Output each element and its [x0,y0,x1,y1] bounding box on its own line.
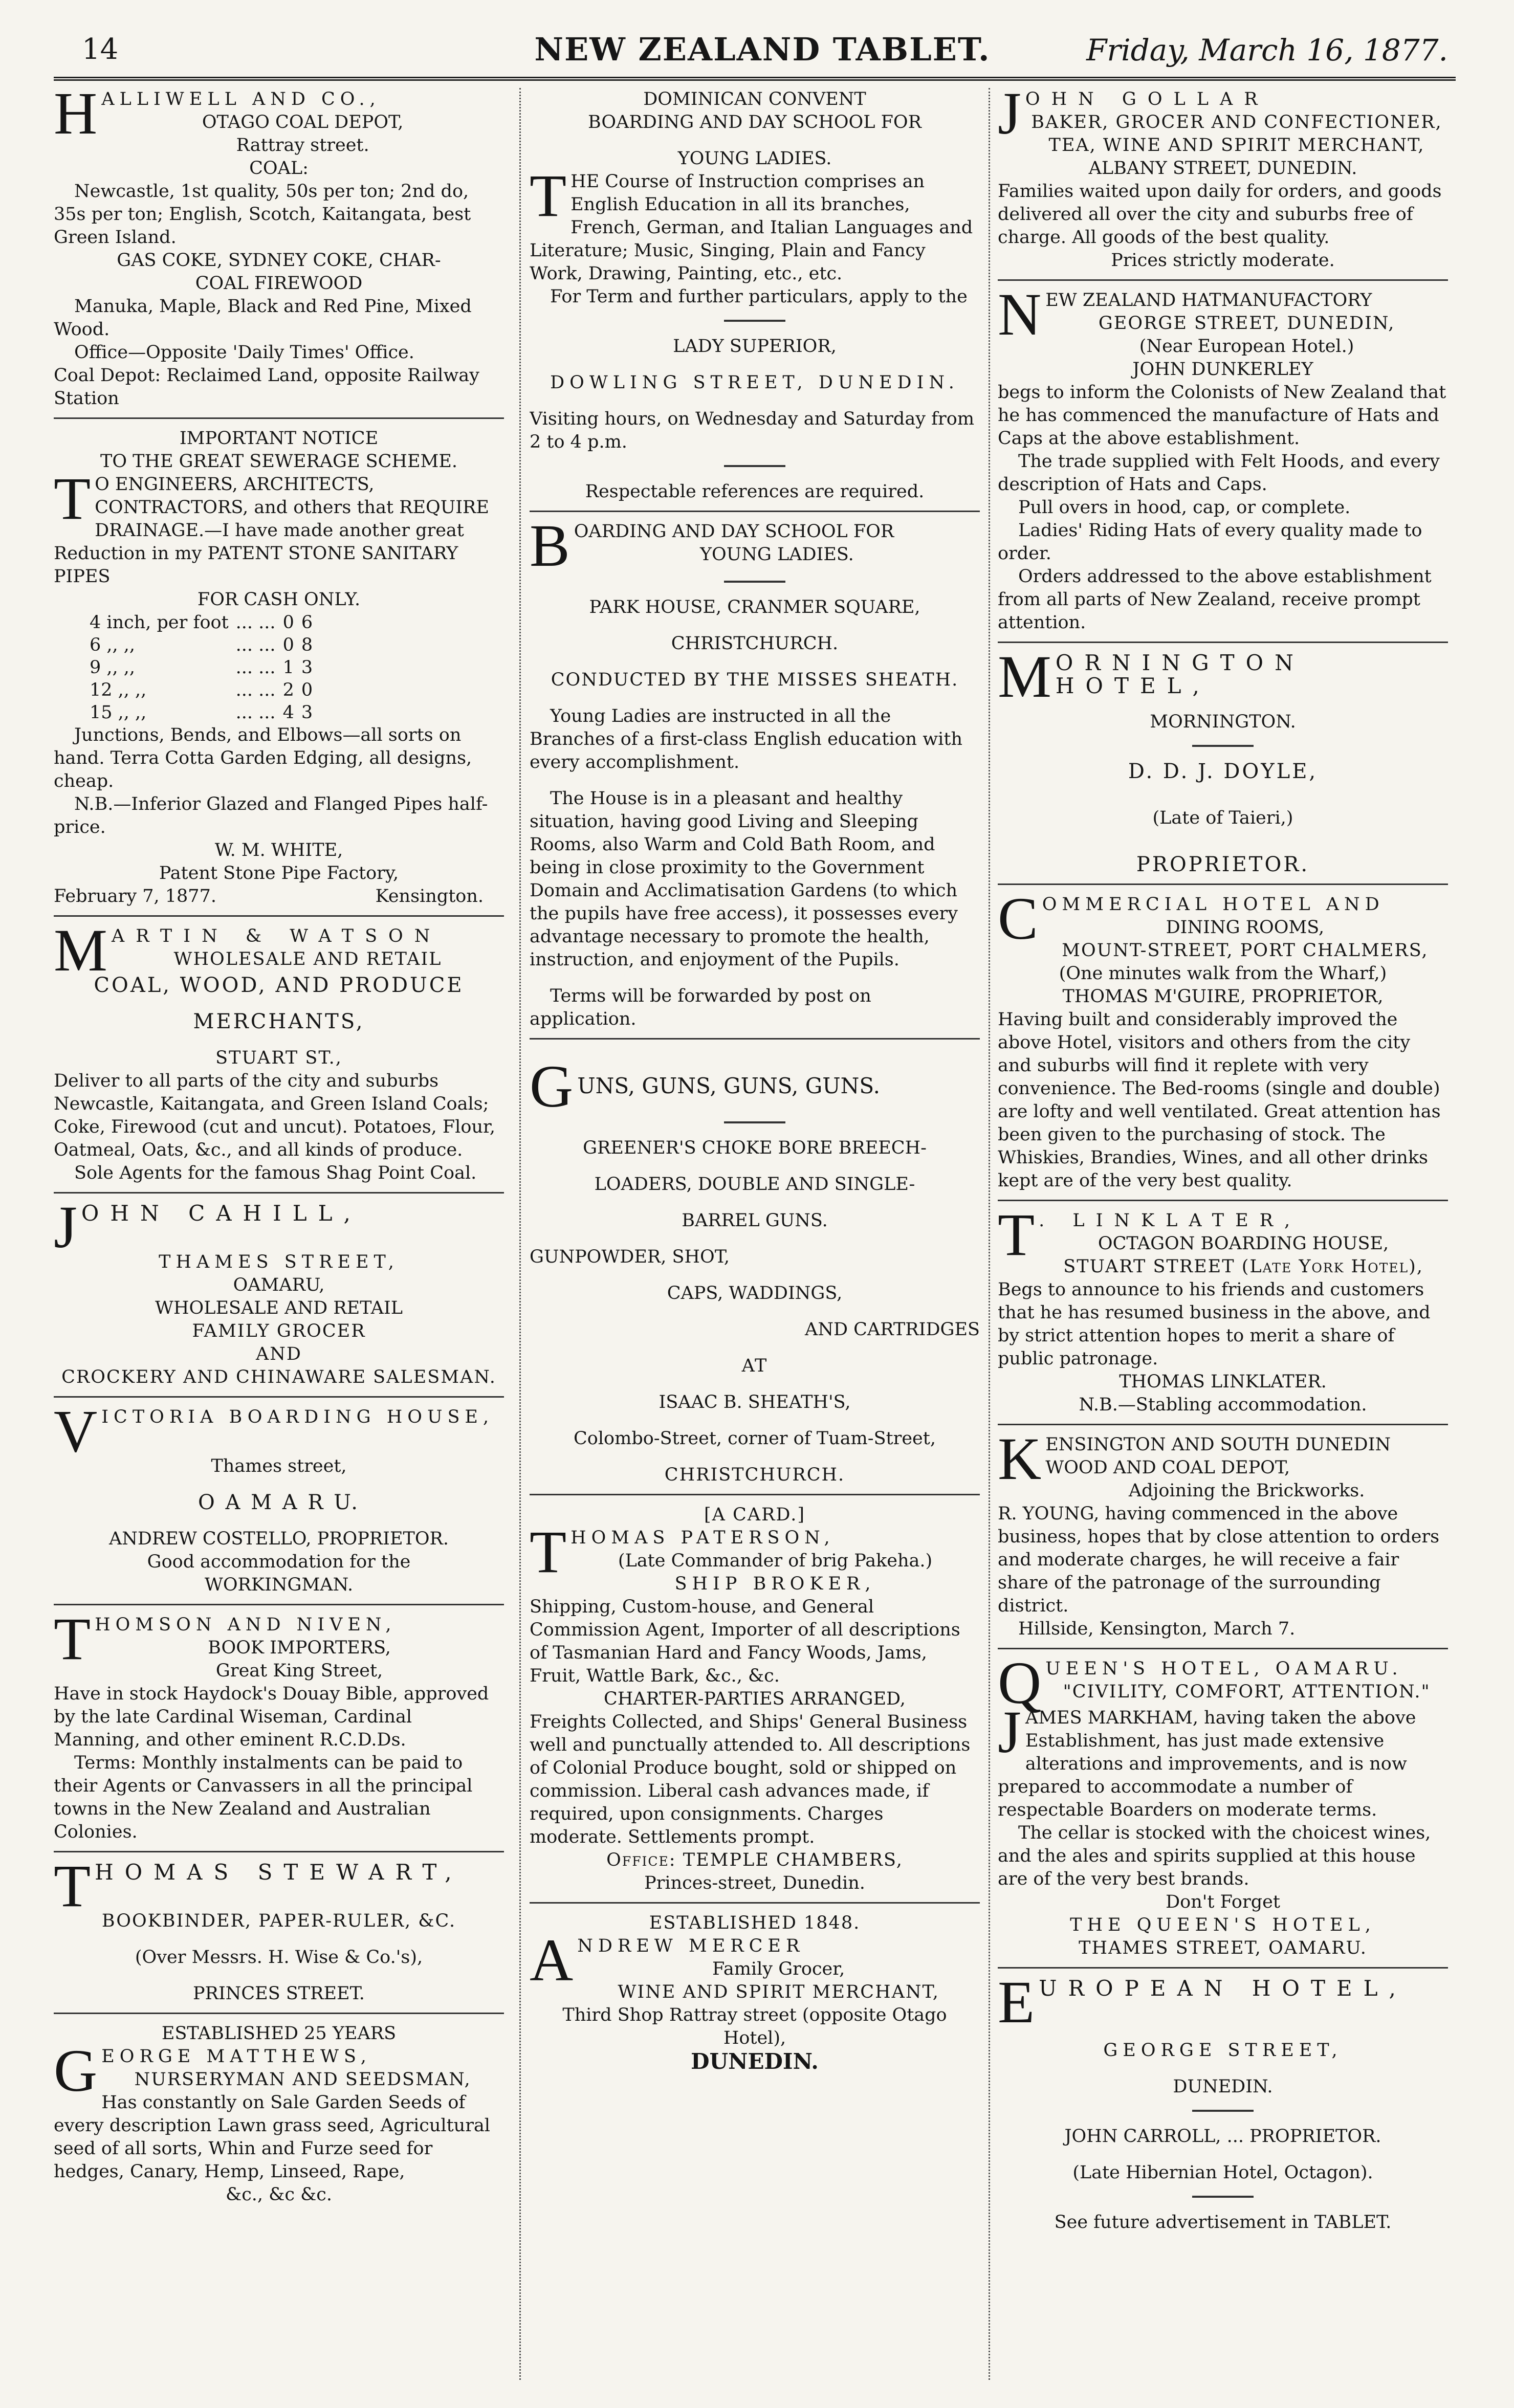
ad-heading: ALLIWELL AND CO., [101,89,381,109]
ad-line: COAL, WOOD, AND PRODUCE [94,974,464,997]
ad-commercial-hotel [998,885,1448,1192]
ad-line: Family Grocer, [712,1959,845,1979]
spacer [530,1196,980,1209]
ad-line: YOUNG LADIES. [699,544,854,565]
divider [54,2013,504,2014]
ad-matthews [54,2022,504,2206]
divider [54,1396,504,1398]
ad-line: DOMINICAN CONVENT [643,89,866,109]
ad-body: Families waited upon daily for orders, and goods delivered all over the city and suburbs free of charge. All goods of the best quality. [998,181,1442,248]
ad-line: Great King Street, [215,1661,383,1681]
ad-signature: W. M. WHITE, [214,840,343,860]
ad-body: The trade supplied with Felt Hoods, and every description of Hats and Caps. [998,451,1440,495]
price-size: 4 inch, per foot [90,612,229,633]
price-pence: 0 [301,680,313,700]
ad-line: TEA, WINE AND SPIRIT MERCHANT, [1048,135,1425,156]
price-dots: ... ... [235,657,276,678]
newspaper-title: NEW ZEALAND TABLET. [534,31,991,68]
price-dots: ... ... [235,635,276,655]
ad-line: TO THE GREAT SEWERAGE SCHEME. [100,451,458,472]
ad-line: Prices strictly moderate. [1111,250,1335,271]
price-dots: ... ... [235,702,276,723]
divider [54,1851,504,1852]
ad-line: BOOK IMPORTERS, [208,1638,391,1658]
spacer [530,619,980,632]
ad-body: Newcastle, 1st quality, 50s per ton; 2nd do, 35s per ton; English, Scotch, Kaitangata, best Green Island. [54,181,471,248]
ad-line: BOARDING AND DAY SCHOOL FOR [588,112,921,132]
ad-line: THOMAS M'GUIRE, PROPRIETOR, [1062,986,1384,1007]
ad-body: Freights Collected, and Ships' General Business well and punctually attended to. All descriptions of Colonial Produce bought, sold or shipped on commission. Liberal cash advances made, if required, upon consignments. Charges moderate. Settlements prompt. [530,1712,971,1847]
price-shillings: 0 [282,635,294,655]
column-divider [989,88,990,2380]
ad-line: Don't Forget [1166,1892,1280,1912]
ad-mornington-hotel [998,643,1448,876]
ad-heading: HOMAS STEWART, [95,1860,463,1885]
ad-date: February 7, 1877. [54,886,216,907]
ad-body: Sole Agents for the famous Shag Point Coal. [74,1163,477,1183]
drop-cap: T [530,1518,567,1585]
ad-line: MERCHANTS, [193,1010,365,1033]
column-3 [998,88,1448,2380]
ad-line: See future advertisement in TABLET. [1054,2212,1392,2233]
short-rule [724,1121,785,1123]
divider [998,642,1448,643]
ad-line: Thames street, [211,1456,347,1476]
ad-body: The cellar is stocked with the choicest wines, and the ales and spirits supplied at this house are of the very best brands. [998,1823,1431,1889]
ad-line: ESTABLISHED 1848. [649,1913,861,1933]
ad-line: COAL: [249,158,309,179]
ad-queens-hotel [998,1649,1448,1960]
short-rule [724,581,785,583]
spacer [54,1514,504,1528]
divider [998,279,1448,281]
ad-line: ISAAC B. SHEATH'S, [659,1392,851,1412]
ad-body: Begs to announce to his friends and customers that he has resumed business in the above, and by strict attention hopes to merit a share of public patronage. [998,1279,1431,1369]
ad-victoria [54,1398,504,1597]
spacer [998,697,1448,711]
drop-cap: K [998,1425,1042,1492]
spacer [54,1478,504,1491]
ad-body: Shipping, Custom-house, and General Commission Agent, Importer of all descriptions of Tasmanian Hard and Fancy Woods, Jams, Fruit, Wattle Bark, &c., &c. [530,1597,960,1686]
ad-body: Visiting hours, on Wednesday and Saturday from 2 to 4 p.m. [530,409,975,452]
ad-line: (Late Hibernian Hotel, Octagon). [1072,2162,1373,2183]
ad-paterson [530,1504,980,1895]
drop-cap: T [530,162,567,229]
ad-body: The House is in a pleasant and healthy situation, having good Living and Sleeping Rooms, also Warm and Cold Bath Room, and being in close proximity to the Government Domain and Acclimatisation Gardens (to which the pupils have free access), it possesses every advantage necessary to promote the health, instruction, and enjoyment of the Pupils. [530,788,958,970]
ad-line: DUNEDIN. [1173,2076,1273,2097]
drop-cap: T [54,1605,91,1672]
ad-heading: HOMSON AND NIVEN, [95,1615,397,1635]
drop-cap: A [530,1927,574,1994]
ad-heading: UEEN'S HOTEL, OAMARU. [1045,1659,1403,1679]
divider [998,1967,1448,1969]
page-header [77,27,1448,78]
ad-line: AT [741,1356,768,1376]
ad-body: Has constantly on Sale Garden Seeds of every description Lawn grass seed, Agricultural seed of all sorts, Whin and Furze seed for hedges, Canary, Hemp, Linseed, Rape, [54,2092,491,2182]
ad-line: Colombo-Street, corner of Tuam-Street, [574,1428,936,1449]
column-divider [519,88,521,2380]
spacer [530,1269,980,1282]
ad-line: GREENER'S CHOKE BORE BREECH- [583,1138,927,1158]
ad-line: (Near European Hotel.) [1139,336,1354,357]
spacer [998,2148,1448,2161]
spacer [54,1933,504,1946]
spacer [54,997,504,1010]
spacer [530,692,980,705]
drop-cap: M [54,917,107,984]
price-size: 6 ,, ,, [90,635,136,655]
ad-cahill [54,1194,504,1389]
ad-line: THAMES STREET, [159,1252,399,1272]
ad-body: Orders addressed to the above establishment from all parts of New Zealand, receive prompt attention. [998,566,1432,633]
ad-line: Adjoining the Brickworks. [1128,1481,1365,1501]
ad-heading: OMMERCIAL HOTEL AND [1042,894,1385,915]
ad-line: CONDUCTED BY THE MISSES SHEATH. [551,670,959,690]
drop-cap: H [54,88,98,147]
ad-body: Pull overs in hood, cap, or complete. [1018,497,1351,518]
ad-line: Office: TEMPLE CHAMBERS, [606,1850,903,1870]
spacer [998,2062,1448,2075]
ad-line: D. D. J. DOYLE, [1128,760,1318,783]
ad-thomson-niven [54,1605,504,1844]
ad-line: GEORGE STREET, DUNEDIN, [1098,313,1395,334]
price-pence: 3 [301,702,313,723]
ad-line: JOHN DUNKERLEY [1132,359,1313,380]
ad-line: WORKINGMAN. [204,1575,354,1595]
short-rule [724,320,785,322]
ad-heading: UNS, GUNS, GUNS, GUNS. [577,1073,881,1098]
ad-halliwell [54,88,504,410]
ad-line: YOUNG LADIES. [677,148,832,169]
ad-line: SHIP BROKER, [674,1574,876,1594]
price-shillings: 2 [282,680,294,700]
table-row [90,634,320,656]
ad-heading: NDREW MERCER [577,1936,805,1956]
divider [998,883,1448,885]
ad-line: "CIVILITY, COMFORT, ATTENTION." [1063,1682,1431,1702]
ad-body: HE Course of Instruction comprises an English Education in all its branches, French, German, and Italian Languages and Literature; Music, Singing, Plain and Fancy Work, Drawing, Painting, etc., etc. [530,171,973,284]
ad-line: PARK HOUSE, CRANMER SQUARE, [589,597,920,617]
ad-body: begs to inform the Colonists of New Zealand that he has commenced the manufacture of Hats and Caps at the above establishment. [998,382,1446,449]
spacer [530,1378,980,1391]
drop-cap: T [54,465,91,532]
ad-body: R. YOUNG, having commenced in the above business, hopes that by close attention to orders and moderate charges, he will receive a fair share of the patronage of the surrounding district. [998,1504,1440,1616]
price-shillings: 0 [282,612,294,633]
issue-date: Friday, March 16, 1877. [1086,33,1448,68]
ad-line: THAMES STREET, OAMARU. [1079,1938,1367,1958]
ad-line: [A CARD.] [704,1505,806,1525]
column-1 [54,88,504,2380]
ad-line: STUART STREET (Late York Hotel), [1063,1256,1423,1277]
ad-line: CHARTER-PARTIES ARRANGED, [604,1689,906,1709]
ad-line: OAMARU, [233,1275,325,1295]
ad-body: O ENGINEERS, ARCHITECTS, CONTRACTORS, and others that REQUIRE DRAINAGE.—I have made another great Reduction in my PATENT STONE SANITARY PIPES [54,474,489,587]
ad-line: DOWLING STREET, DUNEDIN. [550,372,959,393]
ad-body: Junctions, Bends, and Elbows—all sorts on hand. Terra Cotta Garden Edging, all designs, cheap. [54,725,472,791]
ad-gollar [998,88,1448,272]
ad-dominican-convent [530,88,980,503]
page-number: 14 [82,33,119,66]
spacer [530,1232,980,1246]
drop-cap: J [54,1194,77,1261]
ad-line: FAMILY GROCER [192,1321,366,1341]
drop-cap: M [998,643,1051,710]
ad-line: THOMAS LINKLATER. [1119,1372,1327,1392]
ad-line: DUNEDIN. [691,2049,819,2074]
ad-line: BARREL GUNS. [682,1210,828,1231]
ad-heading: HOMAS PATERSON, [571,1528,835,1548]
ad-line: (One minutes walk from the Wharf,) [1059,963,1387,984]
drop-cap: J [998,88,1021,147]
ad-kensington-depot [998,1425,1448,1641]
ad-line: DINING ROOMS, [1166,917,1325,938]
short-rule [1192,2110,1254,2112]
ad-line: THE QUEEN'S HOTEL, [1070,1915,1376,1935]
price-shillings: 1 [282,657,294,678]
divider [998,1200,1448,1201]
ad-heading: EW ZEALAND HATMANUFACTORY [1045,290,1372,311]
ad-heading: ORNINGTON HOTEL, [1055,650,1305,698]
ad-heading: OHN CAHILL, [81,1201,362,1226]
spacer [530,1160,980,1173]
ad-line: MOUNT-STREET, PORT CHALMERS, [1062,940,1429,961]
drop-cap: G [54,2037,98,2104]
ad-line: AND [256,1344,302,1364]
ad-line: OTAGO COAL DEPOT, [202,112,404,132]
ad-line: WHOLESALE AND RETAIL [173,949,442,969]
ad-heading: EORGE MATTHEWS, [101,2046,371,2067]
ad-heading: UROPEAN HOTEL, [1039,1976,1407,2001]
ad-line: IMPORTANT NOTICE [179,428,379,449]
divider [530,1494,980,1495]
ad-heading: . LINKLATER, [1039,1210,1302,1231]
spacer [530,1048,980,1061]
ad-line: OCTAGON BOARDING HOUSE, [1098,1233,1389,1254]
price-table [90,611,320,724]
spacer [530,1450,980,1464]
ad-heading: ENSINGTON AND SOUTH DUNEDIN WOOD AND COAL DEPOT, [1045,1434,1391,1478]
price-dots: ... ... [235,680,276,700]
ad-body: Terms: Monthly instalments can be paid to their Agents or Canvassers in all the principal towns in the New Zealand and Australian Colonies. [54,1753,473,1842]
spacer [530,394,980,408]
ad-line: ANDREW COSTELLO, PROPRIETOR. [108,1529,449,1549]
ad-line: STUART ST., [215,1048,342,1068]
drop-cap: T [998,1201,1035,1268]
short-rule [1192,745,1254,747]
ad-line: NURSERYMAN AND SEEDSMAN, [134,2069,471,2090]
drop-cap: E [998,1969,1035,2036]
ad-body: N.B.—Inferior Glazed and Flanged Pipes half-price. [54,794,488,837]
ad-martin-watson [54,917,504,1185]
drop-cap: N [998,281,1042,348]
ad-line: Princes-street, Dunedin. [644,1873,865,1893]
price-pence: 8 [301,635,313,655]
divider [998,1648,1448,1649]
ad-body: Young Ladies are instructed in all the Branches of a first-class English education with every accomplishment. [530,706,962,772]
spacer [54,1969,504,1982]
ad-line: ESTABLISHED 25 YEARS [161,2023,397,2044]
ad-body: Ladies' Riding Hats of every quality made to order. [998,520,1422,564]
drop-cap: V [54,1398,98,1465]
drop-cap: C [998,885,1038,952]
ad-line: Third Shop Rattray street (opposite Otago Hotel), [562,2005,947,2048]
ad-guns [530,1048,980,1487]
ad-line: CROCKERY AND CHINAWARE SALESMAN. [61,1367,496,1387]
spacer [530,1305,980,1318]
ad-body: Office—Opposite 'Daily Times' Office. [74,342,414,363]
short-rule [724,465,785,467]
spacer [530,774,980,787]
ad-body: Coal Depot: Reclaimed Land, opposite Railway Station [54,365,479,409]
price-shillings: 4 [282,702,294,723]
ad-line: Rattray street. [236,135,369,156]
ad-line: LOADERS, DOUBLE AND SINGLE- [594,1174,915,1195]
date-line [54,885,504,908]
divider [998,1424,1448,1425]
drop-cap: G [530,1053,574,1120]
ad-body: For Term and further particulars, apply to the [550,286,968,307]
spacer [530,1414,980,1427]
ad-mercer [530,1912,980,2073]
ad-line: AND CARTRIDGES [805,1319,980,1340]
table-row [90,611,320,634]
ad-heading: ICTORIA BOARDING HOUSE, [101,1407,494,1427]
spacer [998,783,1448,807]
drop-cap: Q [998,1649,1042,1716]
ad-body: Have in stock Haydock's Douay Bible, approved by the late Cardinal Wiseman, Cardinal Manning, and other eminent R.C.D.Ds. [54,1684,489,1750]
ad-park-house [530,512,980,1031]
ad-body: Having built and considerably improved the above Hotel, visitors and others from the city and suburbs will find it replete with very convenience. The Bed-rooms (single and double) are lofty and well ventilated. Great attention has been given to the purchasing of stock. The Whiskies, Brandies, Wines, and all other drinks kept are of the very best quality. [998,1009,1441,1191]
ad-body: Terms will be forwarded by post on application. [530,986,871,1029]
ad-line: (Late of Taieri,) [1152,808,1293,828]
divider [530,511,980,512]
spacer [530,655,980,669]
drop-cap: T [54,1852,91,1919]
ad-line: N.B.—Stabling accommodation. [1079,1395,1367,1415]
ad-line: &c., &c &c. [226,2184,332,2205]
ad-line: Hillside, Kensington, March 7. [1018,1619,1296,1639]
ad-heading: ARTIN & WATSON [111,926,442,946]
drop-cap: B [530,512,570,579]
ad-white-pipes [54,427,504,908]
ad-line: COAL FIREWOOD [195,273,363,294]
divider [54,1604,504,1605]
ad-line: PRINCES STREET. [193,1983,365,2004]
table-row [90,679,320,701]
ad-line: PROPRIETOR. [1136,853,1310,876]
price-dots: ... ... [235,612,276,633]
ad-linklater [998,1201,1448,1417]
spacer [530,1341,980,1355]
ad-body: AMES MARKHAM, having taken the above Establishment, has just made extensive alterations and improvements, and is now prepared to accommodate a number of respectable Boarders on moderate terms. [998,1708,1416,1820]
spacer [998,2026,1448,2039]
ad-line: GEORGE STREET, [1103,2040,1343,2061]
ad-line: GAS COKE, SYDNEY COKE, CHAR- [117,250,441,271]
ad-line: (Late Commander of brig Pakeha.) [618,1551,933,1571]
ad-line: Good accommodation for the [147,1552,411,1572]
ad-line: (Over Messrs. H. Wise & Co.'s), [135,1947,423,1968]
spacer [530,134,980,147]
ad-heading: OHN GOLLAR [1025,89,1269,109]
divider [530,1038,980,1040]
price-pence: 3 [301,657,313,678]
column-2 [530,88,980,2380]
ad-line: O A M A R U. [198,1491,360,1514]
spacer [530,358,980,371]
ad-line: GUNPOWDER, SHOT, [530,1247,730,1267]
divider [54,417,504,419]
table-row [90,701,320,724]
ad-line: Patent Stone Pipe Factory, [159,863,399,883]
drop-cap: J [998,1698,1021,1765]
ad-line: WINE AND SPIRIT MERCHANT, [618,1982,939,2002]
ad-body: Manuka, Maple, Black and Red Pine, Mixed Wood. [54,296,472,340]
spacer [998,830,1448,853]
ad-line: WHOLESALE AND RETAIL [155,1298,403,1318]
table-row [90,656,320,679]
ad-european-hotel [998,1969,1448,2234]
price-size: 12 ,, ,, [90,680,147,700]
ad-line: BAKER, GROCER AND CONFECTIONER, [1031,112,1442,132]
ad-line: CAPS, WADDINGS, [667,1283,843,1304]
divider [54,1192,504,1194]
spacer [530,971,980,985]
price-pence: 6 [301,612,313,633]
short-rule [1192,2196,1254,2198]
ad-body: Deliver to all parts of the city and suburbs Newcastle, Kaitangata, and Green Island Coals; Coke, Firewood (cut and uncut). Potatoes, Flour, Oatmeal, Oats, &c., and all kinds of produce. [54,1071,496,1160]
ad-stewart [54,1852,504,2005]
ad-line: FOR CASH ONLY. [197,589,361,610]
ad-line: BOOKBINDER, PAPER-RULER, &C. [101,1911,456,1931]
ad-line: ALBANY STREET, DUNEDIN. [1088,158,1357,179]
divider [530,1902,980,1904]
ad-place: Kensington. [375,886,484,907]
ad-line: CHRISTCHURCH. [664,1465,845,1485]
ad-line: MORNINGTON. [1150,712,1296,732]
ad-hat-manufactory [998,281,1448,634]
price-size: 15 ,, ,, [90,702,147,723]
ad-line: JOHN CARROLL, ... PROPRIETOR. [1064,2126,1381,2147]
ad-heading: OARDING AND DAY SCHOOL FOR [574,521,894,542]
header-rule [54,77,1456,81]
ad-line: CHRISTCHURCH. [671,633,839,654]
price-size: 9 ,, ,, [90,657,136,678]
ad-line: LADY SUPERIOR, [673,336,837,357]
ad-line: Respectable references are required. [585,481,925,502]
spacer [54,1033,504,1047]
divider [54,915,504,917]
